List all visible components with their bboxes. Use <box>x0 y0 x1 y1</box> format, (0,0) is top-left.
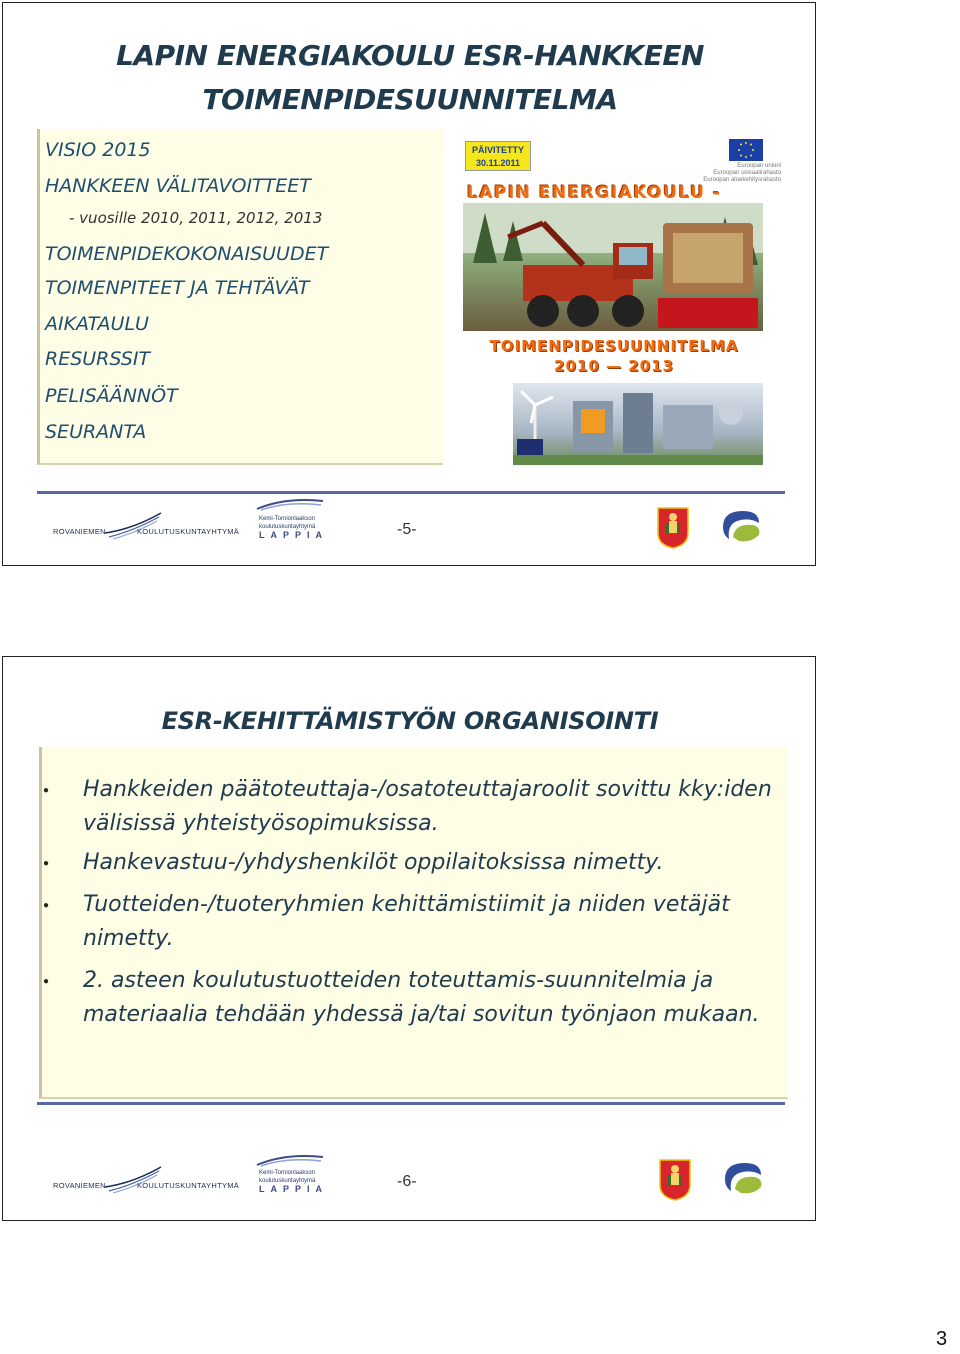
poster-title: TOIMENPIDESUUNNITELMA <box>489 337 739 355</box>
swoosh-logo-icon <box>719 509 763 545</box>
stamp-date: 30.11.2011 <box>475 158 521 168</box>
bullet-dot: ● <box>43 976 50 987</box>
poster-image <box>443 131 785 467</box>
updated-stamp <box>465 141 531 171</box>
forest-machine-photo <box>463 203 763 331</box>
swoosh-logo-icon <box>721 1161 765 1197</box>
agenda-item: PELISÄÄNNÖT <box>45 385 178 407</box>
lappia-line: koulutuskuntayhtymä <box>259 1178 316 1184</box>
rovaniemi-org: KOULUTUSKUNTAYHTYMÄ <box>137 527 240 536</box>
agenda-item: TOIMENPIDEKOKONAISUUDET <box>45 243 329 265</box>
poster-years: 2010 — 2013 <box>554 357 674 375</box>
bullet-text: 2. asteen koulutustuotteiden toteuttamis-suunnitelmia ja materiaalia tehdään yhdessä ja/tai sovitun työnjaon mukaan. <box>83 968 760 1027</box>
bullet-dot: ● <box>43 900 50 911</box>
lappia-line: Kemi-Tornionlaakson <box>259 516 316 522</box>
bullet-text: Hankkeiden päätoteuttaja-/osatoteuttajaroolit sovittu kky:iden välisissä yhteistyösopimuksissa. <box>83 777 772 836</box>
footer-rule <box>37 491 785 494</box>
slide-title: ESR-KEHITTÄMISTYÖN ORGANISOINTI <box>161 707 659 735</box>
lappia-name: LAPPIA <box>259 1184 329 1194</box>
bullet-dot: ● <box>43 785 50 796</box>
slide-6 <box>2 656 816 1221</box>
rovaniemi-name: ROVANIEMEN <box>53 527 106 536</box>
lappia-line: Kemi-Tornionlaakson <box>259 1170 316 1176</box>
agenda-item: AIKATAULU <box>45 313 149 335</box>
eu-caption-line: Euroopan unioni <box>737 163 781 169</box>
stamp-label: PÄIVITETTY <box>471 145 524 155</box>
rovaniemi-org: KOULUTUSKUNTAYHTYMÄ <box>137 1181 240 1190</box>
slide-5 <box>2 2 816 566</box>
page-number: -6- <box>397 1173 417 1190</box>
slide-title-line2: TOIMENPIDESUUNNITELMA <box>202 83 618 116</box>
agenda-item: RESURSSIT <box>45 348 151 370</box>
poster-header: LAPIN ENERGIAKOULU - <box>467 183 722 203</box>
bullet-dot: ● <box>43 858 50 869</box>
agenda-item: HANKKEEN VÄLITAVOITTEET <box>45 175 311 197</box>
eu-caption <box>703 163 781 184</box>
sheet-number: 3 <box>936 1328 948 1350</box>
eu-caption-line: Euroopan sosiaalirahasto <box>713 170 781 176</box>
agenda-item: VISIO 2015 <box>45 139 151 161</box>
eu-flag-icon <box>729 139 763 161</box>
lappia-text <box>259 515 328 541</box>
page-number: -5- <box>397 521 417 538</box>
agenda-item: TOIMENPITEET JA TEHTÄVÄT <box>45 277 310 299</box>
lapland-crest-icon <box>657 507 689 549</box>
energy-plant-illustration <box>513 383 763 465</box>
bullet-text: Tuotteiden-/tuoteryhmien kehittämistiimit ja niiden vetäjät nimetty. <box>83 892 730 951</box>
lappia-line: koulutuskuntayhtymä <box>259 524 316 530</box>
footer-rule <box>37 1102 785 1105</box>
rovaniemi-name: ROVANIEMEN <box>53 1181 106 1190</box>
eu-caption-line: Euroopan aluekehitysrahasto <box>703 177 781 183</box>
lapland-crest-icon <box>659 1159 691 1201</box>
lappia-name: LAPPIA <box>259 530 329 540</box>
agenda-item: SEURANTA <box>45 421 147 443</box>
lappia-text <box>259 1169 328 1195</box>
slide-title-line1: LAPIN ENERGIAKOULU ESR-HANKKEEN <box>116 39 704 72</box>
agenda-subitem: - vuosille 2010, 2011, 2012, 2013 <box>69 209 323 227</box>
bullet-text: Hankevastuu-/yhdyshenkilöt oppilaitoksissa nimetty. <box>83 850 664 875</box>
